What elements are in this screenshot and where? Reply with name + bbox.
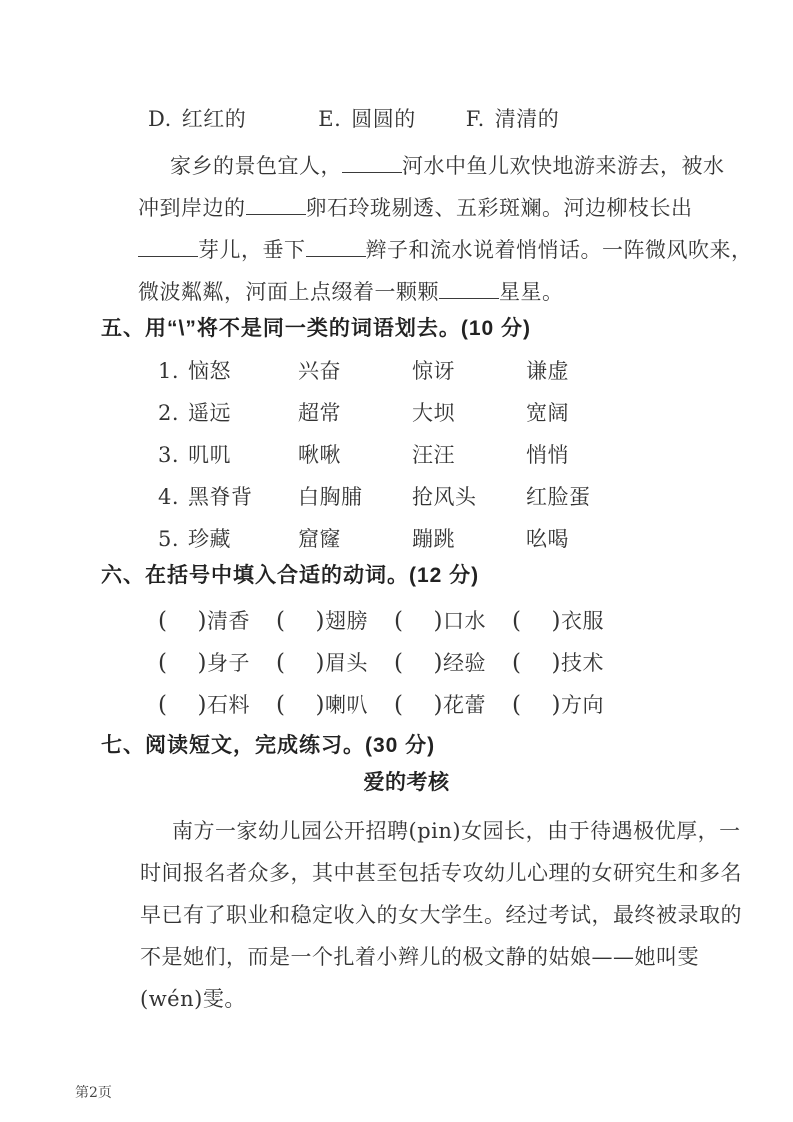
passage-text: 时间报名者众多，其中甚至包括专攻幼儿心理的女研究生和多名 [140,861,742,885]
fill-paragraph-line [138,187,793,229]
passage-text: 不是她们，而是一个扎着小辫儿的极文静的姑娘——她叫雯 [140,945,699,969]
bracket-group [394,684,512,726]
fill-blank [439,280,499,299]
bracket-open: ( [512,692,522,718]
word: 大坝 [412,401,455,425]
verb-fill-list [0,600,793,726]
word: 红脸蛋 [526,485,591,509]
word: 谦虚 [526,359,569,383]
option-label: F. [465,107,485,131]
bracket-close: ) [551,608,561,634]
fill-paragraph-line [138,271,793,313]
bracket-group [512,642,630,684]
option-word: 圆圆的 [351,107,416,131]
option-word: 清清的 [494,107,560,131]
fill-paragraph-line [138,145,793,187]
paragraph-text: 家乡的景色宜人， [170,154,342,178]
paragraph-text: 芽儿，垂下 [198,238,306,262]
bracket-open: ( [512,650,522,676]
paragraph-text: 星星。 [499,280,564,304]
word: 叽叽 [188,443,231,467]
word-row [158,476,793,518]
bracket-close: ) [315,608,325,634]
passage-line [140,810,793,852]
noun-word: 口水 [442,609,486,633]
fill-paragraph-line [138,229,793,271]
bracket-close: ) [551,650,561,676]
noun-word: 花蕾 [442,693,486,717]
bracket-close: ) [315,692,325,718]
bracket-group [276,684,394,726]
paragraph-text: 卵石玲珑剔透、五彩斑斓。河边柳枝长出 [305,196,693,220]
fill-blank [342,154,402,173]
option-label: D. [148,107,172,131]
bracket-open: ( [158,650,168,676]
option-label: E. [318,107,342,131]
passage-line [140,894,793,936]
word: 超常 [298,401,341,425]
section-seven-heading: 七、阅读短文，完成练习。(30 分) [101,734,436,757]
word: 珍藏 [188,527,231,551]
word: 抢风头 [412,485,477,509]
word-row [158,434,793,476]
bracket-close: ) [197,608,207,634]
word-classification-list [0,350,793,560]
option-f [466,98,559,140]
noun-word: 衣服 [560,609,604,633]
passage-text: (wén)雯。 [140,987,246,1011]
bracket-close: ) [433,608,443,634]
noun-word: 身子 [206,651,250,675]
bracket-open: ( [276,650,286,676]
bracket-open: ( [276,608,286,634]
bracket-open: ( [394,608,404,634]
word: 白胸脯 [298,485,363,509]
word: 恼怒 [188,359,231,383]
word: 吆喝 [526,527,569,551]
noun-word: 眉头 [324,651,368,675]
bracket-row [158,642,793,684]
passage-line [140,978,793,1020]
paragraph-text: 河水中鱼儿欢快地游来游去，被水 [402,154,725,178]
word: 悄悄 [526,443,569,467]
row-number: 4. [158,485,180,509]
bracket-group [276,600,394,642]
noun-word: 清香 [206,609,250,633]
bracket-row [158,684,793,726]
bracket-open: ( [276,692,286,718]
word: 兴奋 [298,359,341,383]
fill-blank [306,238,366,257]
paragraph-text: 微波粼粼，河面上点缀着一颗颗 [138,280,439,304]
fill-blank [138,238,198,257]
section-six-heading: 六、在括号中填入合适的动词。(12 分) [101,564,480,587]
bracket-row [158,600,793,642]
option-e [318,98,416,140]
row-number: 5. [158,527,180,551]
bracket-close: ) [197,650,207,676]
bracket-close: ) [433,692,443,718]
bracket-open: ( [158,608,168,634]
row-number: 1. [158,359,180,383]
noun-word: 喇叭 [324,693,368,717]
passage-text: 早已有了职业和稳定收入的女大学生。经过考试，最终被录取的 [140,903,742,927]
word: 啾啾 [298,443,341,467]
word-cell [158,476,298,518]
bracket-close: ) [433,650,443,676]
option-word: 红红的 [181,107,247,131]
bracket-close: ) [551,692,561,718]
passage-title: 爱的考核 [363,771,450,794]
word: 宽阔 [526,401,569,425]
word: 窟窿 [298,527,341,551]
page-number: 第2页 [75,1085,112,1101]
word: 蹦跳 [412,527,455,551]
bracket-group [512,600,630,642]
bracket-group [158,684,276,726]
passage-line [140,852,793,894]
row-number: 3. [158,443,180,467]
bracket-group [394,642,512,684]
bracket-open: ( [512,608,522,634]
bracket-group [512,684,630,726]
bracket-close: ) [315,650,325,676]
word-cell [158,392,298,434]
word-row [158,518,793,560]
fill-blank [246,196,306,215]
noun-word: 技术 [560,651,604,675]
word: 汪汪 [412,443,455,467]
word: 遥远 [188,401,231,425]
row-number: 2. [158,401,180,425]
noun-word: 翅膀 [324,609,368,633]
word: 惊讶 [412,359,455,383]
word-cell [158,350,298,392]
section-five-heading: 五、用“\”将不是同一类的词语划去。(10 分) [101,317,532,340]
bracket-group [158,600,276,642]
bracket-group [394,600,512,642]
bracket-group [158,642,276,684]
multiple-choice-options-row [148,98,793,140]
bracket-group [276,642,394,684]
noun-word: 经验 [442,651,486,675]
bracket-open: ( [394,650,404,676]
option-d [148,98,246,140]
bracket-open: ( [158,692,168,718]
word-row [158,350,793,392]
word-cell [158,518,298,560]
passage-line [140,936,793,978]
word: 黑脊背 [188,485,253,509]
word-cell [158,434,298,476]
noun-word: 石料 [206,693,250,717]
paragraph-text: 冲到岸边的 [138,196,246,220]
noun-word: 方向 [560,693,604,717]
paragraph-text: 辫子和流水说着悄悄话。一阵微风吹来， [365,238,753,262]
word-row [158,392,793,434]
bracket-close: ) [197,692,207,718]
reading-passage [0,810,793,1020]
passage-text: 南方一家幼儿园公开招聘(pin)女园长，由于待遇极优厚，一 [172,819,741,843]
bracket-open: ( [394,692,404,718]
